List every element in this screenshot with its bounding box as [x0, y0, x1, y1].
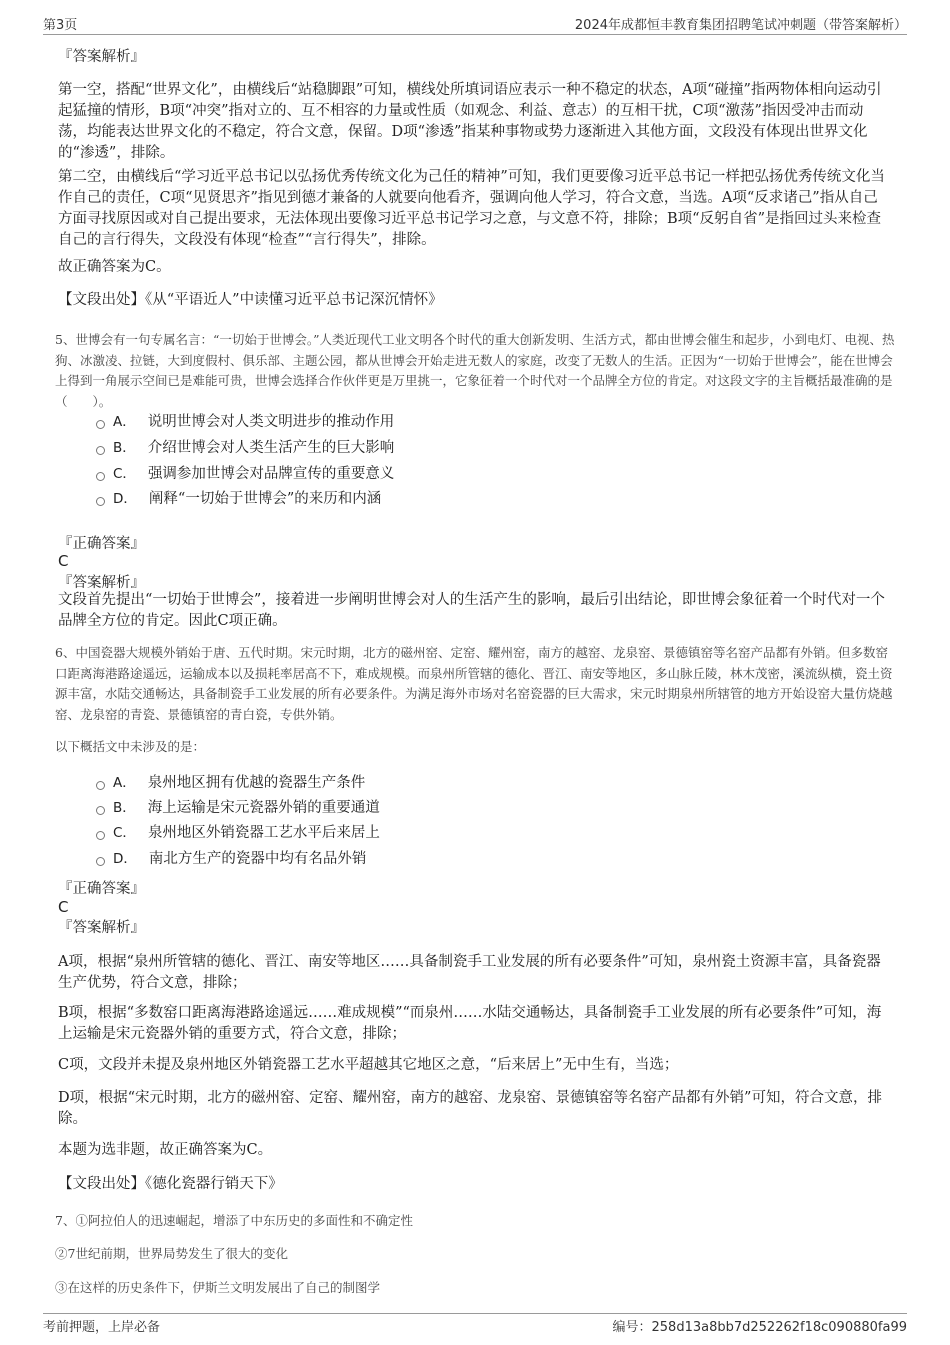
q6-answer: C: [58, 898, 69, 916]
page-header: [43, 12, 907, 35]
q5-answer: C: [58, 552, 69, 570]
q7-line2: ②7世纪前期，世界局势发生了很大的变化: [55, 1246, 288, 1261]
document-title: 2024年成都恒丰教育集团招聘笔试冲刺题（带答案解析）: [574, 18, 907, 33]
q6-source: 【文段出处】《德化瓷器行销天下》: [58, 1176, 283, 1192]
q5-option-c[interactable]: C． 强调参加世博会对品牌宣传的重要意义: [96, 463, 394, 485]
q4-analysis-label: 『答案解析』: [58, 49, 145, 65]
page-number: 第3页: [43, 18, 78, 33]
radio-icon[interactable]: [96, 420, 105, 429]
radio-icon[interactable]: [96, 472, 105, 481]
q7-line1: 7、①阿拉伯人的迅速崛起，增添了中东历史的多面性和不确定性: [55, 1213, 413, 1228]
q5-answer-label: 『正确答案』: [58, 536, 145, 552]
radio-icon[interactable]: [96, 831, 105, 840]
q6-prompt: 以下概括文中未涉及的是：: [55, 739, 206, 754]
q7-line3: ③在这样的历史条件下，伊斯兰文明发展出了自己的制图学: [55, 1280, 381, 1295]
radio-icon[interactable]: [96, 806, 105, 815]
document-id: 编号：258d13a8bb7d252262f18c090880fa99: [612, 1320, 907, 1335]
q6-analysis-b: B项，根据“多数窑口距离海港路途遥远……难成规模”“而泉州……水陆交通畅达，具备制瓷手工业发展的所有必要条件”可知，海上运输是宋元瓷器外销的重要方式，符合文意，排除；: [58, 1005, 882, 1042]
q6-conclusion: 本题为选非题，故正确答案为C。: [58, 1142, 273, 1158]
q5-option-a[interactable]: A． 说明世博会对人类文明进步的推动作用: [96, 411, 394, 433]
q5-option-d[interactable]: D． 阐释“一切始于世博会”的来历和内涵: [96, 488, 381, 510]
q6-stem: 6、中国瓷器大规模外销始于唐、五代时期。宋元时期，北方的磁州窑、定窑、耀州窑，南方的越窑、龙泉窑、景德镇窑等名窑产品都有外销。但多数窑口距离海港路途遥远，运输成本以及损耗率居高不下，难成规模。而泉州所管辖的德化、晋江、南安等地区，多山脉丘陵，林木茂密，溪流纵横，瓷土资源丰富，水陆交通畅达，具备制瓷手工业发展的所有必要条件。为满足海外市场对名窑瓷器的巨大需求，宋元时期泉州所辖管的地方开始设窑大量仿烧越窑、龙泉窑的青瓷、景德镇窑的青白瓷，专供外销。: [55, 645, 893, 722]
q4-conclusion: 故正确答案为C。: [58, 259, 171, 275]
q5-analysis: 文段首先提出“一切始于世博会”，接着进一步阐明世博会对人的生活产生的影响，最后引出结论，即世博会象征着一个时代对一个品牌全方位的肯定。因此C项正确。: [58, 592, 885, 629]
q6-analysis-d: D项，根据“宋元时期，北方的磁州窑、定窑、耀州窑，南方的越窑、龙泉窑、景德镇窑等名窑产品都有外销”可知，符合文意，排除。: [58, 1090, 882, 1127]
q6-answer-label: 『正确答案』: [58, 881, 145, 897]
footer-slogan: 考前押题，上岸必备: [43, 1320, 161, 1335]
radio-icon[interactable]: [96, 446, 105, 455]
q6-option-a[interactable]: A． 泉州地区拥有优越的瓷器生产条件: [96, 772, 365, 794]
q6-option-c[interactable]: C． 泉州地区外销瓷器工艺水平后来居上: [96, 822, 380, 844]
q4-analysis-para1: 第一空，搭配“世界文化”，由横线后“站稳脚跟”可知，横线处所填词语应表示一种不稳定的状态，A项“碰撞”指两物体相向运动引起猛撞的情形，B项“冲突”指对立的、互不相容的力量或性质（如观念、利益、意志）的互相干扰，C项“激荡”指因受冲击而动荡，均能表达世界文化的不稳定，符合文意，保留。D项“渗透”指某种事物或势力逐渐进入其他方面，文段没有体现出世界文化的“渗透”，排除。: [58, 82, 882, 161]
q5-option-b[interactable]: B． 介绍世博会对人类生活产生的巨大影响: [96, 437, 394, 459]
q4-analysis-para2: 第二空，由横线后“学习近平总书记以弘扬优秀传统文化为己任的精神”可知，我们更要像习近平总书记一样把弘扬优秀传统文化当作自己的责任，C项“见贤思齐”指见到德才兼备的人就要向他看齐，强调向他人学习，符合文意，当选。A项“反求诸己”指从自己方面寻找原因或对自己提出要求，无法体现出要像习近平总书记学习之意，与文意不符，排除；B项“反躬自省”是指回过头来检查自己的言行得失，文段没有体现“检查”“言行得失”，排除。: [58, 169, 885, 248]
page-footer: [43, 1313, 907, 1334]
q6-option-b[interactable]: B． 海上运输是宋元瓷器外销的重要通道: [96, 797, 380, 819]
q4-source: 【文段出处】《从“平语近人”中读懂习近平总书记深沉情怀》: [58, 292, 443, 308]
q6-analysis-a: A项，根据“泉州所管辖的德化、晋江、南安等地区……具备制瓷手工业发展的所有必要条件”可知，泉州瓷土资源丰富，具备瓷器生产优势，符合文意，排除；: [58, 954, 881, 991]
radio-icon[interactable]: [96, 497, 105, 506]
q6-analysis-label: 『答案解析』: [58, 920, 145, 936]
q6-option-d[interactable]: D． 南北方生产的瓷器中均有名品外销: [96, 848, 366, 870]
q5-analysis-label: 『答案解析』: [58, 575, 145, 591]
q5-stem: 5、世博会有一句专属名言：“一切始于世博会。”人类近现代工业文明各个时代的重大创新发明、生活方式，都由世博会催生和起步，小到电灯、电视、热狗、冰激凌、拉链，大到度假村、俱乐部、主题公园，都从世博会开始走进无数人的家庭，改变了无数人的生活。正因为“一切始于世博会”，能在世博会上得到一角展示空间已是难能可贵，世博会选择合作伙伴更是万里挑一，它象征着一个时代对一个品牌全方位的肯定。对这段文字的主旨概括最准确的是（ ）。: [55, 332, 895, 409]
q6-analysis-c: C项，文段并未提及泉州地区外销瓷器工艺水平超越其它地区之意，“后来居上”无中生有，当选；: [58, 1057, 679, 1073]
radio-icon[interactable]: [96, 857, 105, 866]
radio-icon[interactable]: [96, 781, 105, 790]
